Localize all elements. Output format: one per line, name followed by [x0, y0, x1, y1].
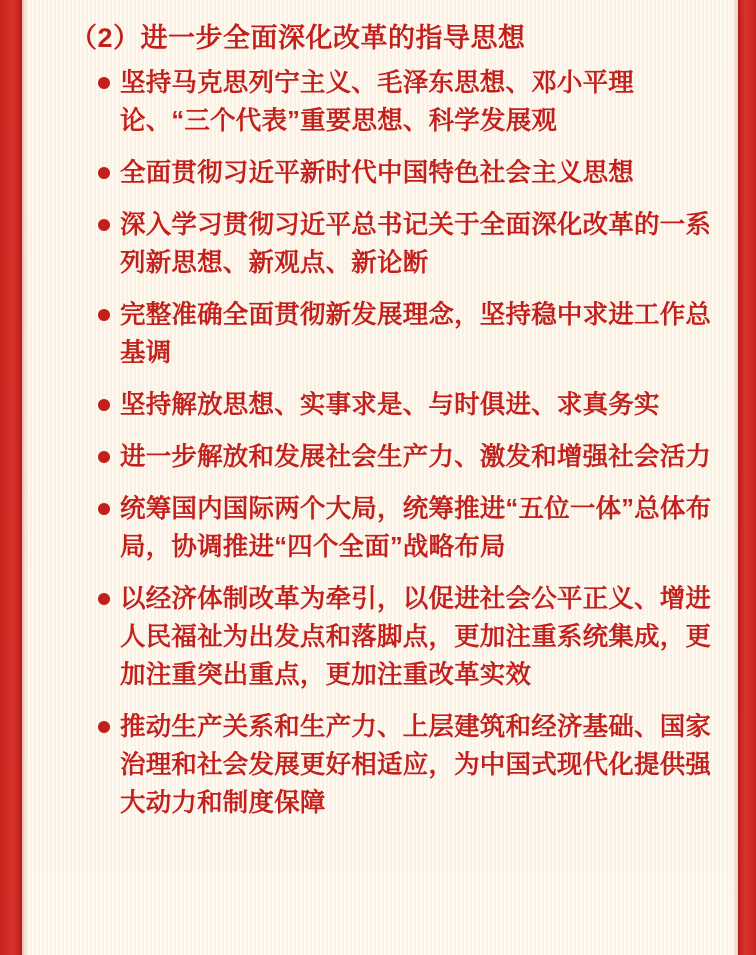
- list-item: [34, 296, 718, 372]
- list-item-text: 以经济体制改革为牵引，以促进社会公平正义、增进人民福祉为出发点和落脚点，更加注重系统集成，更加注重突出重点，更加注重改革实效: [120, 585, 712, 689]
- right-red-band: [738, 0, 756, 955]
- left-red-band: [0, 0, 22, 955]
- bullet-dot-icon: [98, 309, 110, 321]
- list-item-text: 坚持解放思想、实事求是、与时俱进、求真务实: [120, 391, 660, 419]
- list-item: [34, 154, 718, 192]
- list-item: [34, 206, 718, 282]
- list-item: [34, 708, 718, 822]
- list-item-text: 统筹国内国际两个大局，统筹推进“五位一体”总体布局，协调推进“四个全面”战略布局: [120, 495, 712, 561]
- bullet-dot-icon: [98, 77, 110, 89]
- list-item: [34, 64, 718, 140]
- left-red-band-shadow: [22, 0, 28, 955]
- list-item: [34, 490, 718, 566]
- bullet-dot-icon: [98, 219, 110, 231]
- bullet-list: [34, 64, 718, 822]
- list-item-text: 进一步解放和发展社会生产力、激发和增强社会活力: [120, 443, 712, 471]
- bullet-dot-icon: [98, 451, 110, 463]
- bullet-dot-icon: [98, 167, 110, 179]
- content-area: [34, 0, 724, 955]
- list-item-text: 深入学习贯彻习近平总书记关于全面深化改革的一系列新思想、新观点、新论断: [120, 211, 712, 277]
- list-item: [34, 438, 718, 476]
- list-item: [34, 580, 718, 694]
- bullet-dot-icon: [98, 503, 110, 515]
- list-item-text: 推动生产关系和生产力、上层建筑和经济基础、国家治理和社会发展更好相适应，为中国式现代化提供强大动力和制度保障: [120, 713, 712, 817]
- list-item-text: 坚持马克思列宁主义、毛泽东思想、邓小平理论、“三个代表”重要思想、科学发展观: [120, 69, 635, 135]
- bullet-dot-icon: [98, 399, 110, 411]
- list-item-text: 完整准确全面贯彻新发展理念，坚持稳中求进工作总基调: [120, 301, 712, 367]
- section-title: （2）进一步全面深化改革的指导思想: [70, 23, 526, 53]
- bullet-dot-icon: [98, 721, 110, 733]
- list-item: [34, 386, 718, 424]
- list-item-text: 全面贯彻习近平新时代中国特色社会主义思想: [120, 159, 635, 187]
- right-red-band-shadow: [733, 0, 738, 955]
- bullet-dot-icon: [98, 593, 110, 605]
